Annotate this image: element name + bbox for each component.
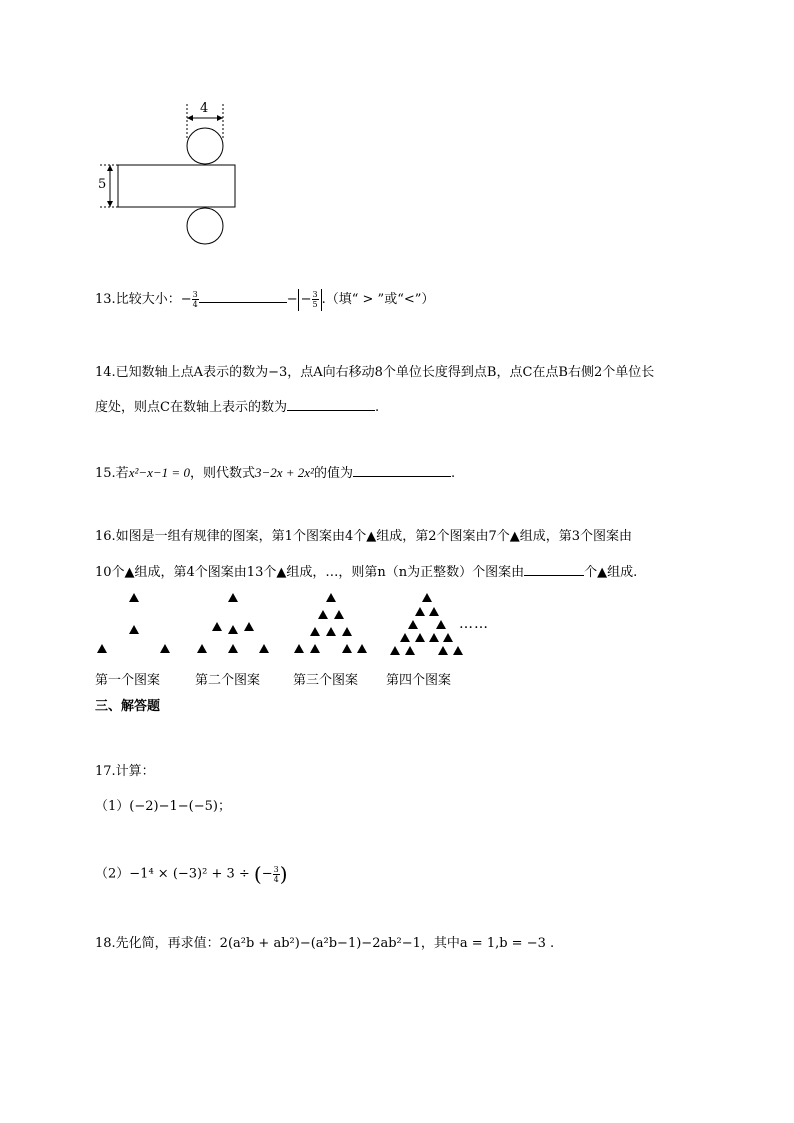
pattern3-triangle — [334, 610, 344, 619]
question-17-title: 17.计算： — [95, 764, 155, 779]
pattern1-triangle — [97, 644, 107, 653]
q13-number: 13. — [95, 292, 116, 307]
question-13 — [95, 288, 434, 311]
pattern3-triangle — [310, 627, 320, 636]
pattern-caption-3: 第三个图案 — [293, 673, 359, 688]
question-17-part1: （1）(−2)−1−(−5)； — [95, 799, 231, 814]
pattern4-triangle — [453, 646, 463, 655]
pattern-caption-4: 第四个图案 — [386, 673, 452, 688]
pattern4-triangle — [436, 620, 446, 629]
pattern3-triangle — [342, 627, 352, 636]
q13-right-sign: − — [286, 292, 298, 307]
q15-answer-blank[interactable] — [353, 462, 451, 477]
pattern3-triangle — [342, 644, 352, 653]
question-16-line2: 10个▲组成，第4个图案由13个▲组成，…，则第n（n为正整数）个图案由 个▲组成. — [95, 561, 637, 583]
pattern2-triangle — [212, 622, 222, 631]
pattern3-triangle — [326, 593, 336, 602]
cylinder-net-figure — [92, 98, 252, 248]
pattern2-triangle — [259, 644, 269, 653]
height-label: 5 — [98, 177, 107, 192]
question-18: 18.先化简，再求值：2(a²b + ab²)−(a²b−1)−2ab²−1，其中a = 1,b = −3 . — [95, 936, 555, 951]
pattern2-triangle — [228, 644, 238, 653]
section-heading: 三、解答题 — [95, 699, 161, 714]
q15-equation: x²−x−1 = 0 — [128, 465, 190, 480]
pattern1-triangle — [129, 593, 139, 602]
question-15: 15.若x²−x−1 = 0，则代数式3−2x + 2x²的值为 . — [95, 462, 455, 484]
pattern4-triangle — [429, 607, 439, 616]
pattern4-triangle — [422, 593, 432, 602]
question-14-line1: 14.已知数轴上点A表示的数为−3，点A向右移动8个单位长度得到点B，点C在点B右侧2个单位长 — [95, 365, 655, 380]
pattern4-triangle — [415, 607, 425, 616]
pattern3-triangle — [357, 644, 367, 653]
question-17-part2: （2）−1⁴ × (−3)² + 3 ÷ (− $\frac{3}{4}$ ) — [95, 862, 288, 886]
pattern2-triangle — [228, 593, 238, 602]
pattern-caption-1: 第一个图案 — [95, 673, 161, 688]
q13-hint: .（填“ > ”或“<”） — [321, 292, 435, 307]
pattern4-triangle — [415, 633, 425, 642]
pattern2-triangle — [244, 622, 254, 631]
pattern4-triangle — [438, 646, 448, 655]
q13-prompt: 比较大小： — [115, 292, 181, 307]
pattern3-triangle — [310, 644, 320, 653]
pattern1-triangle — [160, 644, 170, 653]
pattern2-triangle — [228, 625, 238, 634]
pattern4-triangle — [408, 620, 418, 629]
q14-answer-blank[interactable] — [287, 396, 375, 411]
q16-answer-blank[interactable] — [524, 561, 584, 576]
q13-left-fraction: $\frac{3}{4}$ — [192, 290, 198, 309]
width-label: 4 — [200, 101, 209, 116]
q15-expression: 3−2x + 2x² — [254, 465, 314, 480]
pattern4-triangle — [443, 633, 453, 642]
pattern3-triangle — [294, 644, 304, 653]
pattern2-triangle — [197, 644, 207, 653]
pattern-caption-2: 第二个图案 — [195, 673, 261, 688]
pattern3-triangle — [326, 627, 336, 636]
pattern-ellipsis: …… — [459, 616, 489, 632]
pattern1-triangle — [129, 625, 139, 634]
question-14-line2: 度处，则点C在数轴上表示的数为 . — [95, 396, 379, 418]
q13-absolute-value: − $\frac{3}{5}$ — [298, 289, 322, 311]
pattern3-triangle — [318, 610, 328, 619]
question-16-line1: 16.如图是一组有规律的图案，第1个图案由4个▲组成，第2个图案由7个▲组成，第3个图案由 — [95, 529, 633, 544]
q13-left-sign: − — [180, 292, 192, 307]
pattern4-triangle — [405, 646, 415, 655]
q13-answer-blank[interactable] — [199, 288, 287, 303]
pattern4-triangle — [400, 633, 410, 642]
pattern4-triangle — [429, 633, 439, 642]
pattern4-triangle — [390, 646, 400, 655]
